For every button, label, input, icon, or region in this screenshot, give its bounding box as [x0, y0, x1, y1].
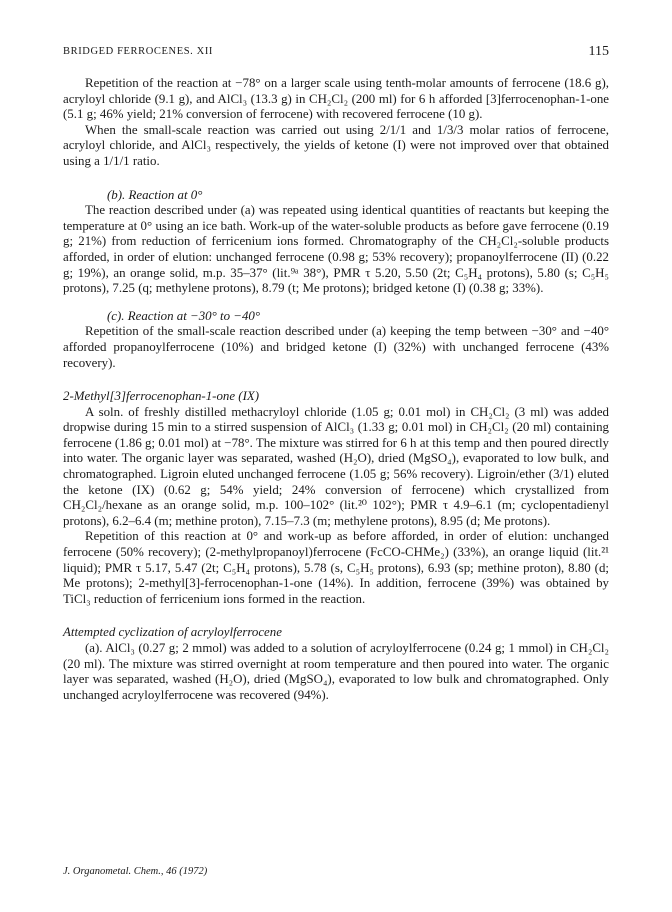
spacer: [63, 371, 609, 389]
subheading-reaction-0: (b). Reaction at 0°: [107, 187, 203, 202]
spacer: [63, 297, 609, 309]
subheading-reaction-minus30: (c). Reaction at −30° to −40°: [107, 308, 261, 323]
paragraph-repetition-0: Repetition of this reaction at 0° and work-up as before afforded, in order of elution: unchanged ferrocene (50% recovery); (2-methylpropanoyl)ferrocene (FcCO-CHMe₂) (33%), an orange liquid (lit.²¹ liquid); PMR τ 5.17, 5.47 (2t; C₅H₄ protons), 5.78 (s, C₅H₅ protons), 6.93 (sp; methine proton), 8.80 (d; Me protons); 2-methyl[3]-ferrocenophan-1-one (14%). In addition, ferrocene (39%) was obtained by TiCl₃ reduction of ferricenium ions formed in the reaction.: [63, 529, 609, 606]
running-head: BRIDGED FERROCENES. XII: [63, 46, 214, 57]
paragraph-cyclization-a: (a). AlCl₃ (0.27 g; 2 mmol) was added to a solution of acryloylferrocene (0.24 g; 1 mmol) in CH₂Cl₂ (20 ml). The mixture was stirred overnight at room temperature and then poured into water. The organic layer was separated, washed (H₂O), dried (MgSO₄), evaporated to low bulk and chromatographed. Only unchanged acryloylferrocene was recovered (94%).: [63, 641, 609, 702]
paragraph-methyl-ferrocenophanone: A soln. of freshly distilled methacryloyl chloride (1.05 g; 0.01 mol) in CH₂Cl₂ (3 ml) was added dropwise during 15 min to a stirred suspension of AlCl₃ (1.33 g; 0.01 mol) in CH₂Cl₂ (20 ml) containing ferrocene (1.86 g; 0.01 mol) at −78°. The mixture was stirred for 6 h at this temp and then poured directly into water. The organic layer was separated, washed (H₂O), dried (MgSO₄), evaporated to low bulk, and chromatographed. Ligroin eluted unchanged ferrocene (1.05 g; 56% recovery). Ligroin/ether (3/1) eluted the ketone (IX) (0.62 g; 54% yield; 24% conversion of ferrocene) which crystallized from CH₂Cl₂/hexane as an orange solid, m.p. 100–102° (lit.²⁰ 102°); PMR τ 4.9–6.1 (m; cyclopentadienyl protons), 6.2–6.4 (m; methine proton), 7.15–7.3 (m; methylene protons), 8.95 (d; Me protons).: [63, 404, 609, 528]
spacer: [63, 607, 609, 625]
heading-attempted-cyclization: Attempted cyclization of acryloylferrocene: [63, 625, 282, 640]
journal-citation: J. Organometal. Chem., 46 (1972): [63, 866, 208, 877]
paragraph-reaction-0: The reaction described under (a) was repeated using identical quantities of reactants but keeping the temperature at 0° using an ice bath. Work-up of the water-soluble products as before gave ferrocene (0.19 g; 21%) from reduction of ferricenium ions formed. Chromatography of the CH₂Cl₂-soluble products afforded, in order of elution: unchanged ferrocene (0.98 g; 53% recovery); propanoylferrocene (II) (0.22 g; 19%), an orange solid, m.p. 35–37° (lit.⁹ᵃ 38°), PMR τ 5.20, 5.50 (2t; C₅H₄ protons), 5.80 (s; C₅H₅ protons), 7.25 (q; methylene protons), 8.79 (t; Me protons); bridged ketone (I) (0.38 g; 33%).: [63, 203, 609, 296]
heading-methyl-ferrocenophanone: 2-Methyl[3]ferrocenophan-1-one (IX): [63, 389, 260, 404]
paragraph-reaction-minus30: Repetition of the small-scale reaction described under (a) keeping the temp between −30° and −40° afforded propanoylferrocene (10%) and bridged ketone (I) (32%) with unchanged ferrocene (43% recovery).: [63, 324, 609, 370]
paragraph-large-scale: Repetition of the reaction at −78° on a larger scale using tenth-molar amounts of ferrocene (18.6 g), acryloyl chloride (9.1 g), and AlCl₃ (13.3 g) in CH₂Cl₂ (200 ml) for 6 h afforded [3]ferrocenophan-1-one (5.1 g; 46% yield; 21% conversion of ferrocene) with recovered ferrocene (10 g).: [63, 76, 609, 122]
spacer: [63, 170, 609, 188]
page-header: [63, 44, 609, 64]
paragraph-molar-ratios: When the small-scale reaction was carried out using 2/1/1 and 1/3/3 molar ratios of ferrocene, acryloyl chloride, and AlCl₃ respectively, the yields of ketone (I) were not improved over that obtained using a 1/1/1 ratio.: [63, 122, 609, 168]
article-body: [63, 76, 609, 703]
page-number: 115: [588, 44, 609, 59]
